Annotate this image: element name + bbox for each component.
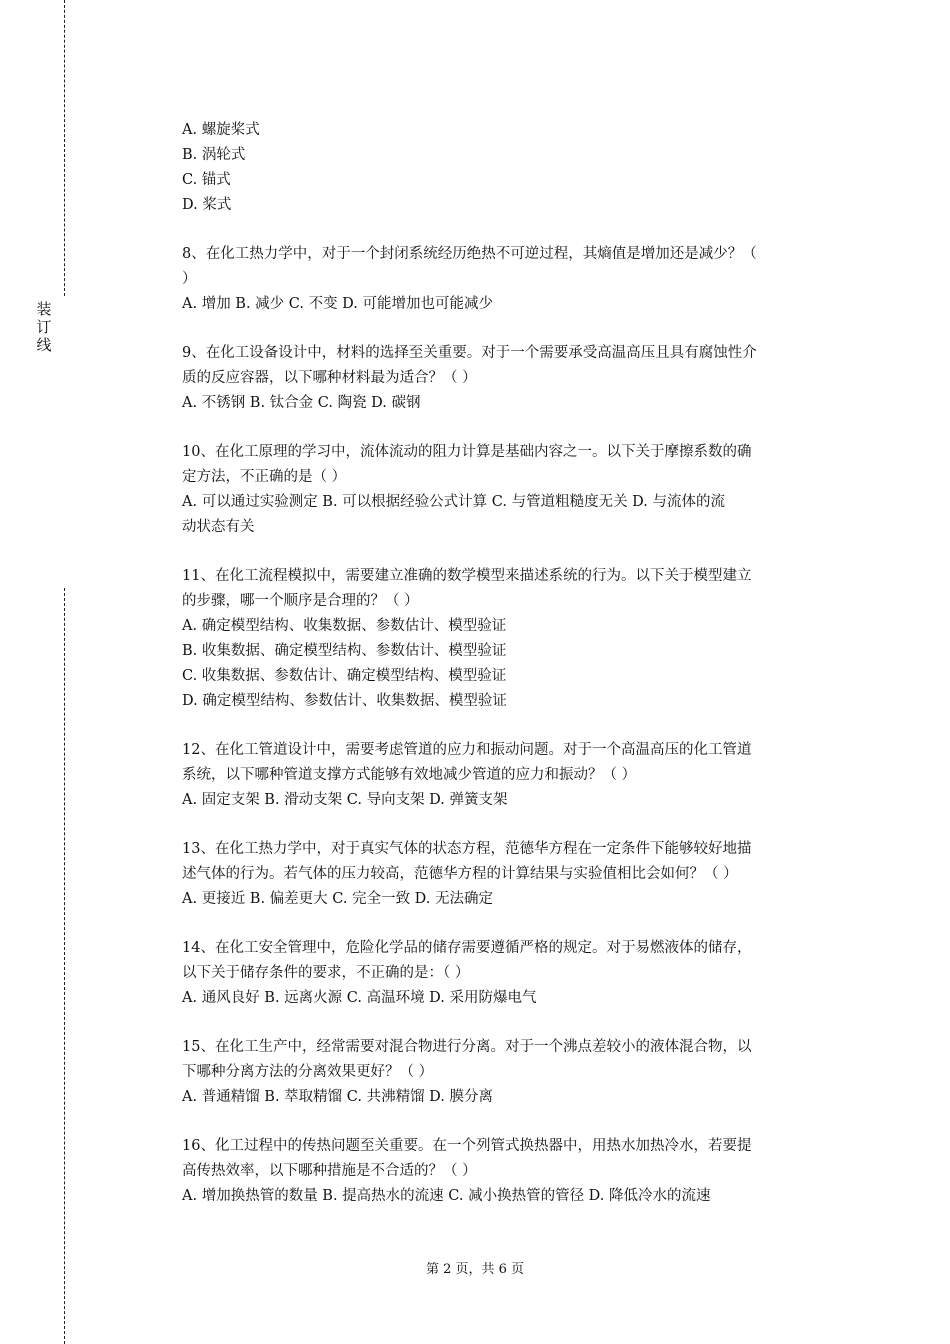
question-line: 高传热效率，以下哪种措施是不合适的？（ ） bbox=[182, 1163, 477, 1179]
question-line: A. 固定支架 B. 滑动支架 C. 导向支架 D. 弹簧支架 bbox=[182, 792, 508, 808]
question-line: B. 收集数据、确定模型结构、参数估计、模型验证 bbox=[182, 643, 507, 659]
question-line: 系统，以下哪种管道支撑方式能够有效地减少管道的应力和振动？（ ） bbox=[182, 767, 637, 783]
question-line: A. 螺旋桨式 bbox=[182, 122, 260, 138]
question-line: A. 确定模型结构、收集数据、参数估计、模型验证 bbox=[182, 618, 507, 634]
question-line: 述气体的行为。若气体的压力较高，范德华方程的计算结果与实验值相比会如何？（ ） bbox=[182, 866, 738, 882]
question-line: 14、在化工安全管理中，危险化学品的储存需要遵循严格的规定。对于易燃液体的储存， bbox=[182, 940, 752, 956]
question-line: A. 增加 B. 减少 C. 不变 D. 可能增加也可能减少 bbox=[182, 296, 494, 312]
question-line: B. 涡轮式 bbox=[182, 147, 246, 163]
binding-label bbox=[33, 300, 55, 354]
question-line: A. 更接近 B. 偏差更大 C. 完全一致 D. 无法确定 bbox=[182, 891, 494, 907]
question-block bbox=[182, 1035, 842, 1110]
binding-label-char: 订 bbox=[36, 318, 52, 336]
question-block bbox=[182, 440, 842, 540]
binding-label-char: 装 bbox=[36, 300, 52, 318]
question-line: 13、在化工热力学中，对于真实气体的状态方程，范德华方程在一定条件下能够较好地描 bbox=[182, 841, 752, 857]
question-line: 16、化工过程中的传热问题至关重要。在一个列管式换热器中，用热水加热冷水，若要提 bbox=[182, 1138, 752, 1154]
question-line: 10、在化工原理的学习中，流体流动的阻力计算是基础内容之一。以下关于摩擦系数的确 bbox=[182, 444, 752, 460]
question-block bbox=[182, 242, 842, 317]
question-line: A. 不锈钢 B. 钛合金 C. 陶瓷 D. 碳钢 bbox=[182, 395, 421, 411]
binding-line-top bbox=[64, 0, 65, 296]
binding-line-bottom bbox=[64, 588, 65, 1344]
question-line: 8、在化工热力学中，对于一个封闭系统经历绝热不可逆过程，其熵值是增加还是减少？（ bbox=[182, 246, 757, 262]
question-block bbox=[182, 1134, 842, 1209]
question-line: D. 桨式 bbox=[182, 197, 232, 213]
question-line: A. 通风良好 B. 远离火源 C. 高温环境 D. 采用防爆电气 bbox=[182, 990, 537, 1006]
question-block bbox=[182, 738, 842, 813]
question-line: 11、在化工流程模拟中，需要建立准确的数学模型来描述系统的行为。以下关于模型建立 bbox=[182, 568, 752, 584]
page-number: 第 2 页，共 6 页 bbox=[425, 1262, 525, 1277]
question-line: 的步骤，哪一个顺序是合理的？（ ） bbox=[182, 593, 419, 609]
question-line: 以下关于储存条件的要求，不正确的是：（ ） bbox=[182, 965, 470, 981]
question-line: D. 确定模型结构、参数估计、收集数据、模型验证 bbox=[182, 693, 507, 709]
question-block bbox=[182, 118, 842, 218]
question-block bbox=[182, 341, 842, 416]
question-line: C. 收集数据、参数估计、确定模型结构、模型验证 bbox=[182, 668, 507, 684]
question-block bbox=[182, 936, 842, 1011]
question-line: 15、在化工生产中，经常需要对混合物进行分离。对于一个沸点差较小的液体混合物，以 bbox=[182, 1039, 752, 1055]
question-block bbox=[182, 837, 842, 912]
question-line: A. 可以通过实验测定 B. 可以根据经验公式计算 C. 与管道粗糙度无关 D. 与流体的流 bbox=[182, 494, 726, 510]
binding-label-char: 线 bbox=[36, 336, 52, 354]
question-line: A. 增加换热管的数量 B. 提高热水的流速 C. 减小换热管的管径 D. 降低冷水的流速 bbox=[182, 1188, 711, 1204]
question-line: C. 锚式 bbox=[182, 172, 231, 188]
question-line: A. 普通精馏 B. 萃取精馏 C. 共沸精馏 D. 膜分离 bbox=[182, 1089, 494, 1105]
question-line: 12、在化工管道设计中，需要考虑管道的应力和振动问题。对于一个高温高压的化工管道 bbox=[182, 742, 752, 758]
question-line: ） bbox=[182, 271, 197, 287]
question-block bbox=[182, 564, 842, 714]
question-line: 动状态有关 bbox=[182, 519, 255, 535]
question-line: 质的反应容器，以下哪种材料最为适合？（ ） bbox=[182, 370, 477, 386]
exam-content bbox=[182, 118, 842, 1209]
question-line: 下哪种分离方法的分离效果更好？（ ） bbox=[182, 1064, 434, 1080]
question-line: 9、在化工设备设计中，材料的选择至关重要。对于一个需要承受高温高压且具有腐蚀性介 bbox=[182, 345, 757, 361]
question-line: 定方法，不正确的是（ ） bbox=[182, 469, 347, 485]
